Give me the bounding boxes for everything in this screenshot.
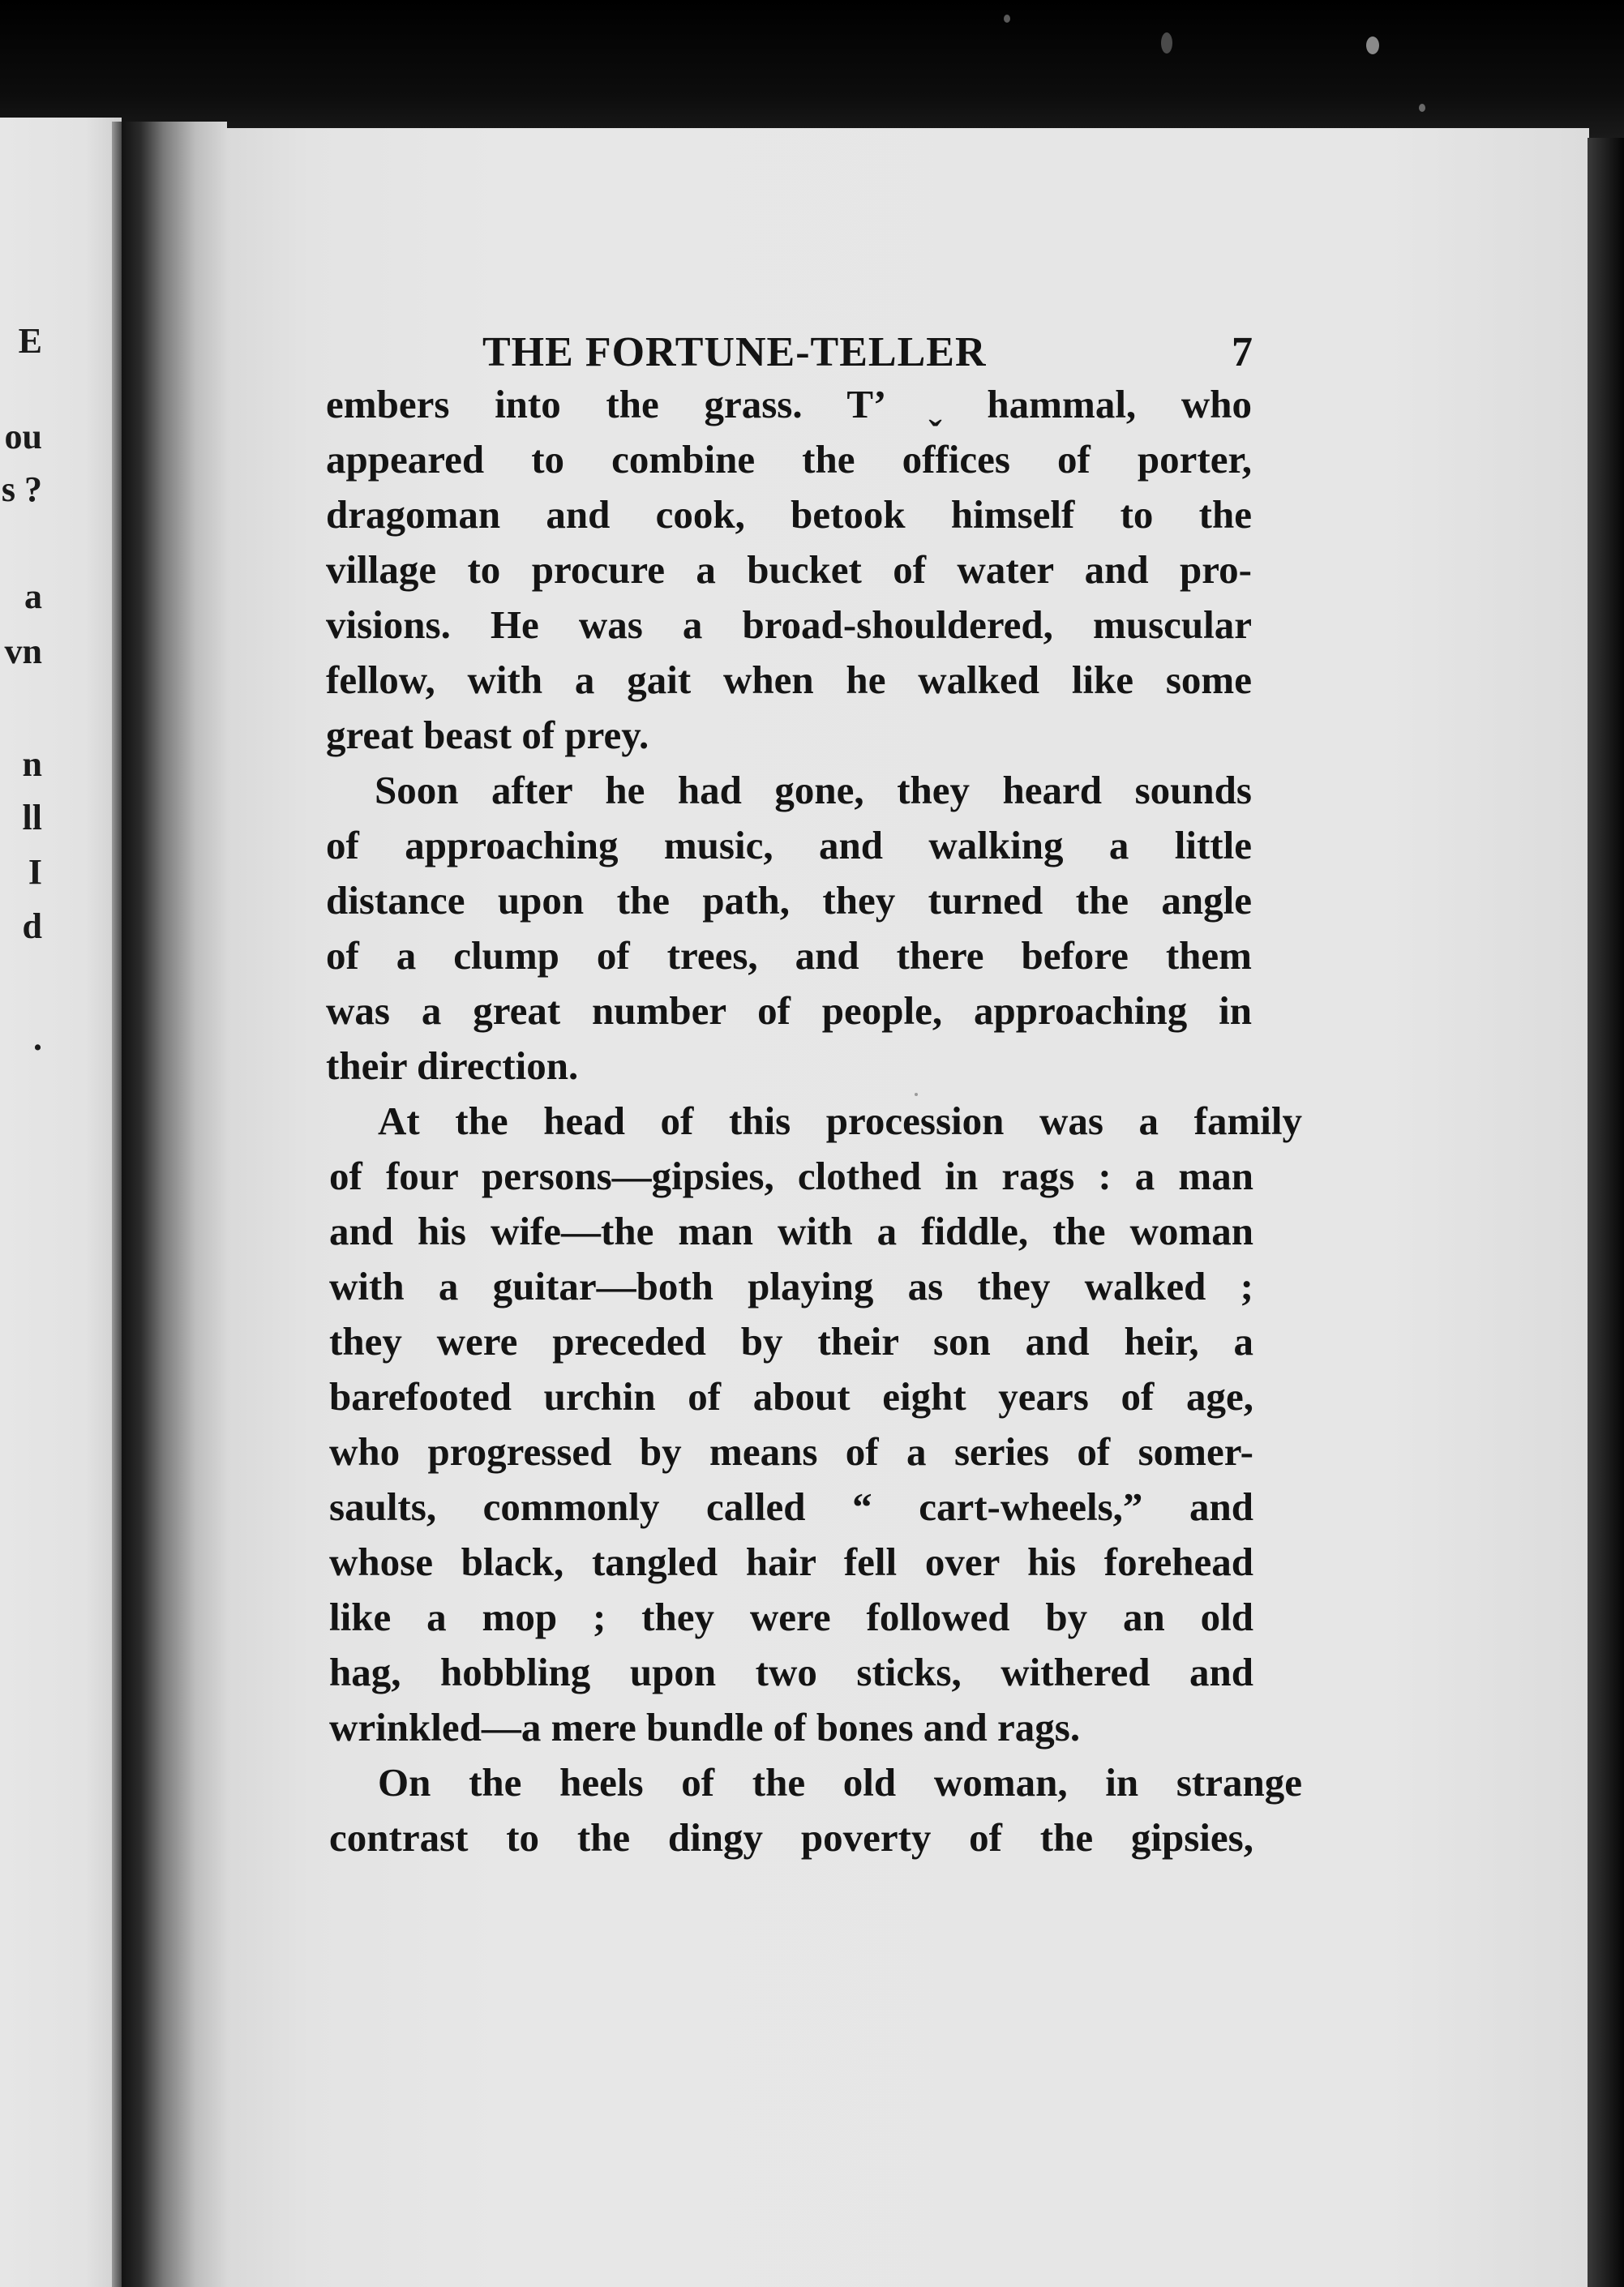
text-line: was a great number of people, approaching in: [326, 988, 1252, 1033]
text-line: appeared to combine the offices of porter,: [326, 437, 1252, 482]
body-text: [326, 377, 1302, 1865]
text-line: like a mop ; they were followed by an old: [329, 1595, 1253, 1639]
fragment-line: s ?: [1, 469, 42, 509]
text-line: visions. He was a broad-shouldered, muscular: [326, 602, 1252, 647]
text-line: dragoman and cook, betook himself to the: [326, 492, 1252, 537]
text-line: who progressed by means of a series of somer-: [329, 1429, 1253, 1474]
text-line: barefooted urchin of about eight years of age,: [329, 1374, 1253, 1419]
text-line: great beast of prey.: [326, 713, 649, 757]
text-line: they were preceded by their son and heir, a: [329, 1319, 1253, 1364]
fragment-line: n: [22, 744, 42, 784]
fragment-line: I: [28, 852, 42, 892]
page-right-edge-shadow: [1588, 138, 1624, 2287]
text-line: of approaching music, and walking a little: [326, 823, 1252, 867]
text-line: whose black, tangled hair fell over his forehead: [329, 1540, 1253, 1584]
text-line: embers into the grass. T’ ˬ hammal, who: [326, 382, 1252, 426]
text-line: village to procure a bucket of water and pro-: [326, 547, 1252, 592]
text-line: distance upon the path, they turned the angle: [326, 878, 1252, 923]
fragment-line: ou: [4, 417, 42, 456]
text-line: wrinkled—a mere bundle of bones and rags.: [329, 1705, 1081, 1750]
facing-page-edge: [112, 122, 122, 2287]
running-head-title: THE FORTUNE-TELLER: [482, 329, 987, 375]
text-line: of a clump of trees, and there before them: [326, 933, 1252, 978]
fragment-line: vn: [4, 632, 42, 671]
text-line: contrast to the dingy poverty of the gipsies,: [329, 1815, 1253, 1860]
text-line: of four persons—gipsies, clothed in rags : a man: [329, 1154, 1253, 1198]
text-line: At the head of this procession was a family: [378, 1099, 1302, 1143]
scan-top-shadow: [0, 0, 1624, 138]
book-gutter: [122, 122, 227, 2287]
fragment-line: E: [18, 321, 42, 361]
text-line: fellow, with a gait when he walked like some: [326, 657, 1252, 702]
text-line: saults, commonly called “ cart-wheels,” and: [329, 1484, 1253, 1529]
text-line: and his wife—the man with a fiddle, the woman: [329, 1209, 1253, 1253]
fragment-line: a: [24, 576, 42, 616]
fragment-line: ll: [22, 798, 42, 837]
text-line: with a guitar—both playing as they walked ;: [329, 1264, 1253, 1308]
fragment-line: d: [22, 906, 42, 946]
page-number: 7: [1232, 329, 1253, 375]
fragment-line: .: [33, 1018, 42, 1058]
text-line: On the heels of the old woman, in strange: [378, 1760, 1302, 1805]
text-line: their direction.: [326, 1043, 579, 1088]
text-line: hag, hobbling upon two sticks, withered and: [329, 1650, 1253, 1694]
text-line: Soon after he had gone, they heard sounds: [375, 768, 1252, 812]
